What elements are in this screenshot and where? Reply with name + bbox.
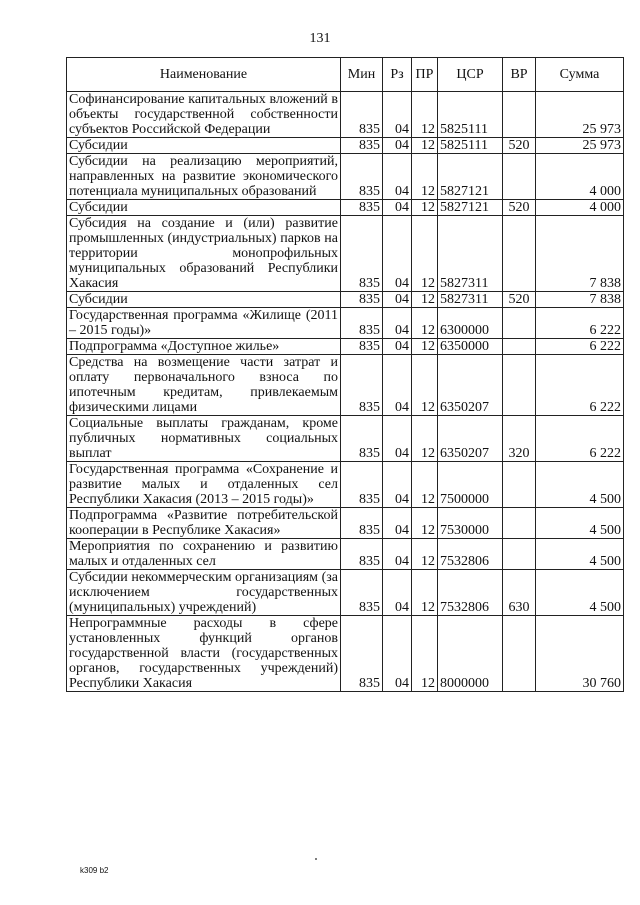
cell-vr bbox=[503, 308, 536, 339]
cell-csr: 7500000 bbox=[438, 462, 503, 508]
cell-rz: 04 bbox=[383, 308, 412, 339]
cell-rz: 04 bbox=[383, 292, 412, 308]
cell-pr: 12 bbox=[412, 200, 438, 216]
cell-pr: 12 bbox=[412, 92, 438, 138]
cell-pr: 12 bbox=[412, 570, 438, 616]
cell-min: 835 bbox=[341, 462, 383, 508]
cell-sum: 6 222 bbox=[536, 308, 624, 339]
cell-rz: 04 bbox=[383, 138, 412, 154]
cell-rz: 04 bbox=[383, 508, 412, 539]
table-row bbox=[67, 462, 624, 508]
cell-name: Подпрограмма «Развитие потребительской кооперации в Республике Хакасия» bbox=[67, 508, 341, 539]
cell-pr: 12 bbox=[412, 216, 438, 292]
header-sum: Сумма bbox=[536, 58, 624, 92]
cell-sum: 30 760 bbox=[536, 616, 624, 692]
cell-name: Субсидии bbox=[67, 292, 341, 308]
cell-pr: 12 bbox=[412, 508, 438, 539]
cell-vr bbox=[503, 216, 536, 292]
cell-min: 835 bbox=[341, 200, 383, 216]
cell-csr: 5827121 bbox=[438, 154, 503, 200]
header-row bbox=[67, 58, 624, 92]
cell-name: Средства на возмещение части затрат и оплату первоначального взноса по ипотечным кредитам, привлекаемым физическими лицами bbox=[67, 355, 341, 416]
cell-sum: 6 222 bbox=[536, 416, 624, 462]
cell-min: 835 bbox=[341, 308, 383, 339]
cell-min: 835 bbox=[341, 539, 383, 570]
cell-pr: 12 bbox=[412, 539, 438, 570]
cell-csr: 5825111 bbox=[438, 92, 503, 138]
cell-rz: 04 bbox=[383, 416, 412, 462]
cell-pr: 12 bbox=[412, 154, 438, 200]
cell-min: 835 bbox=[341, 138, 383, 154]
cell-pr: 12 bbox=[412, 416, 438, 462]
table-row bbox=[67, 616, 624, 692]
cell-min: 835 bbox=[341, 570, 383, 616]
cell-vr bbox=[503, 339, 536, 355]
cell-pr: 12 bbox=[412, 138, 438, 154]
cell-csr: 5825111 bbox=[438, 138, 503, 154]
table-row bbox=[67, 292, 624, 308]
cell-vr: 630 bbox=[503, 570, 536, 616]
cell-min: 835 bbox=[341, 154, 383, 200]
cell-sum: 4 500 bbox=[536, 508, 624, 539]
cell-csr: 7530000 bbox=[438, 508, 503, 539]
table-row bbox=[67, 416, 624, 462]
cell-min: 835 bbox=[341, 616, 383, 692]
cell-pr: 12 bbox=[412, 308, 438, 339]
cell-vr bbox=[503, 462, 536, 508]
budget-table bbox=[66, 57, 624, 692]
page-number: 131 bbox=[309, 31, 331, 46]
header-min: Мин bbox=[341, 58, 383, 92]
table-row bbox=[67, 570, 624, 616]
cell-min: 835 bbox=[341, 216, 383, 292]
cell-csr: 6350000 bbox=[438, 339, 503, 355]
cell-sum: 25 973 bbox=[536, 92, 624, 138]
cell-min: 835 bbox=[341, 339, 383, 355]
table-row bbox=[67, 138, 624, 154]
cell-csr: 7532806 bbox=[438, 570, 503, 616]
footer-code: k309 b2 bbox=[80, 866, 109, 875]
cell-rz: 04 bbox=[383, 92, 412, 138]
cell-name: Субсидии bbox=[67, 138, 341, 154]
header-rz: Рз bbox=[383, 58, 412, 92]
cell-rz: 04 bbox=[383, 616, 412, 692]
cell-sum: 25 973 bbox=[536, 138, 624, 154]
cell-rz: 04 bbox=[383, 570, 412, 616]
cell-csr: 5827311 bbox=[438, 292, 503, 308]
cell-pr: 12 bbox=[412, 462, 438, 508]
cell-csr: 5827121 bbox=[438, 200, 503, 216]
table-row bbox=[67, 508, 624, 539]
cell-sum: 6 222 bbox=[536, 339, 624, 355]
cell-rz: 04 bbox=[383, 200, 412, 216]
table-row bbox=[67, 154, 624, 200]
cell-rz: 04 bbox=[383, 154, 412, 200]
cell-pr: 12 bbox=[412, 616, 438, 692]
cell-sum: 4 000 bbox=[536, 200, 624, 216]
cell-vr: 520 bbox=[503, 138, 536, 154]
cell-name: Субсидия на создание и (или) развитие промышленных (индустриальных) парков на территории монопрофильных муниципальных образований Республики Хакасия bbox=[67, 216, 341, 292]
cell-vr bbox=[503, 154, 536, 200]
cell-name: Непрограммные расходы в сфере установленных функций органов государственной власти (государственных органов, государственных учреждений) Республики Хакасия bbox=[67, 616, 341, 692]
cell-pr: 12 bbox=[412, 292, 438, 308]
table-row bbox=[67, 339, 624, 355]
cell-sum: 7 838 bbox=[536, 216, 624, 292]
cell-sum: 4 000 bbox=[536, 154, 624, 200]
cell-vr: 320 bbox=[503, 416, 536, 462]
cell-min: 835 bbox=[341, 416, 383, 462]
speck bbox=[315, 858, 317, 860]
cell-min: 835 bbox=[341, 292, 383, 308]
cell-csr: 6350207 bbox=[438, 355, 503, 416]
cell-rz: 04 bbox=[383, 462, 412, 508]
cell-name: Софинансирование капитальных вложений в объекты государственной собственности субъектов Российской Федерации bbox=[67, 92, 341, 138]
cell-vr: 520 bbox=[503, 200, 536, 216]
cell-pr: 12 bbox=[412, 339, 438, 355]
table-row bbox=[67, 355, 624, 416]
cell-sum: 4 500 bbox=[536, 462, 624, 508]
header-csr: ЦСР bbox=[438, 58, 503, 92]
cell-rz: 04 bbox=[383, 339, 412, 355]
table-row bbox=[67, 539, 624, 570]
cell-rz: 04 bbox=[383, 216, 412, 292]
cell-csr: 8000000 bbox=[438, 616, 503, 692]
cell-vr bbox=[503, 616, 536, 692]
cell-csr: 6350207 bbox=[438, 416, 503, 462]
table-row bbox=[67, 216, 624, 292]
cell-vr bbox=[503, 355, 536, 416]
cell-min: 835 bbox=[341, 355, 383, 416]
cell-name: Субсидии на реализацию мероприятий, направленных на развитие экономического потенциала муниципальных образований bbox=[67, 154, 341, 200]
cell-csr: 6300000 bbox=[438, 308, 503, 339]
table-row bbox=[67, 200, 624, 216]
cell-name: Подпрограмма «Доступное жилье» bbox=[67, 339, 341, 355]
cell-name: Субсидии bbox=[67, 200, 341, 216]
header-name: Наименование bbox=[67, 58, 341, 92]
cell-csr: 7532806 bbox=[438, 539, 503, 570]
cell-sum: 6 222 bbox=[536, 355, 624, 416]
cell-min: 835 bbox=[341, 508, 383, 539]
cell-vr bbox=[503, 508, 536, 539]
cell-sum: 4 500 bbox=[536, 570, 624, 616]
cell-vr bbox=[503, 539, 536, 570]
cell-min: 835 bbox=[341, 92, 383, 138]
header-vr: ВР bbox=[503, 58, 536, 92]
cell-rz: 04 bbox=[383, 539, 412, 570]
table-row bbox=[67, 308, 624, 339]
table-row bbox=[67, 92, 624, 138]
cell-sum: 7 838 bbox=[536, 292, 624, 308]
cell-csr: 5827311 bbox=[438, 216, 503, 292]
cell-name: Государственная программа «Сохранение и развитие малых и отдаленных сел Республики Хакасия (2013 – 2015 годы)» bbox=[67, 462, 341, 508]
cell-sum: 4 500 bbox=[536, 539, 624, 570]
cell-vr: 520 bbox=[503, 292, 536, 308]
cell-vr bbox=[503, 92, 536, 138]
header-pr: ПР bbox=[412, 58, 438, 92]
cell-name: Мероприятия по сохранению и развитию малых и отдаленных сел bbox=[67, 539, 341, 570]
cell-pr: 12 bbox=[412, 355, 438, 416]
cell-rz: 04 bbox=[383, 355, 412, 416]
cell-name: Социальные выплаты гражданам, кроме публичных нормативных социальных выплат bbox=[67, 416, 341, 462]
cell-name: Государственная программа «Жилище (2011 – 2015 годы)» bbox=[67, 308, 341, 339]
cell-name: Субсидии некоммерческим организациям (за исключением государственных (муниципальных) учреждений) bbox=[67, 570, 341, 616]
